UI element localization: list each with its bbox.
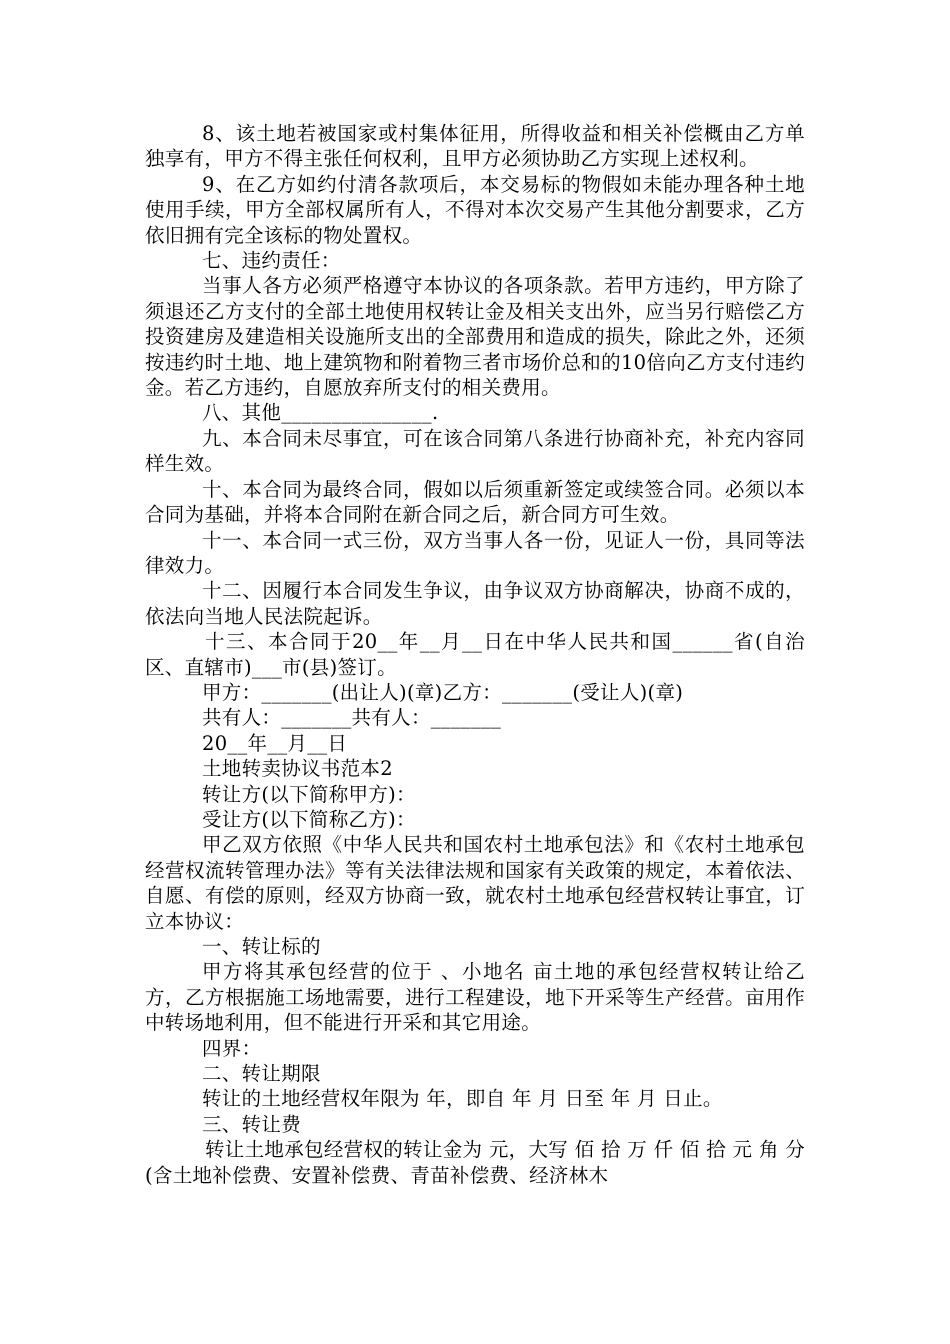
section-nine: 九、本合同未尽事宜，可在该合同第八条进行协商补充，补充内容同样生效。: [145, 426, 805, 476]
section-ten: 十、本合同为最终合同，假如以后须重新签定或续签合同。必须以本合同为基础，并将本合同附在新合同之后，新合同方可生效。: [145, 477, 805, 527]
section-one-heading: 一、转让标的: [202, 935, 321, 958]
section-three-heading: 三、转让费: [202, 1112, 302, 1136]
section-heading-breach: 七、违约责任：: [202, 249, 341, 273]
section-one-text: 甲方将其承包经营的位于 、小地名 亩土地的承包经营权转让给乙方，乙方根据施工场地需要，进行工程建设，地下开采等生产经营。亩用作中转场地利用，但不能进行开采和其它用途。: [145, 960, 805, 1035]
clause-8: 8、该土地若被国家或村集体征用，所得收益和相关补偿概由乙方单独享有，甲方不得主张任何权利，且甲方必须协助乙方实现上述权利。: [145, 122, 805, 171]
template-2-title: 土地转卖协议书范本2: [202, 757, 393, 781]
clause-9: 9、在乙方如约付清各款项后，本交易标的物假如未能办理各种土地使用手续，甲方全部权属所有人，不得对本次交易产生其他分割要求，乙方依旧拥有完全该标的物处置权。: [145, 172, 805, 247]
section-three-text: 转让土地承包经营权的转让金为 元，大写 佰 拾 万 仟 佰 拾 元 角 分(含土地补偿费、安置补偿费、青苗补偿费、经济林木: [145, 1138, 805, 1187]
transferor-line: 转让方(以下简称甲方)：: [202, 782, 416, 806]
section-two-heading: 二、转让期限: [202, 1062, 321, 1086]
section-other: 八、其他_______________.: [202, 401, 439, 425]
section-two-text: 转让的土地经营权年限为 年，即自 年 月 日至 年 月 日止。: [202, 1087, 723, 1111]
section-thirteen: 十三、本合同于20__年__月__日在中华人民共和国______省(自治区、直辖市)___市(县)签订。: [145, 630, 805, 679]
signature-parties: 甲方：_______(出让人)(章)乙方：_______(受让人)(章): [202, 680, 684, 704]
section-eleven: 十一、本合同一式三份，双方当事人各一份，见证人一份，具同等法律效力。: [145, 528, 805, 577]
transferee-line: 受让方(以下简称乙方)：: [202, 807, 416, 831]
preamble: 甲乙双方依照《中华人民共和国农村土地承包法》和《农村土地承包经营权流转管理办法》等有关法律法规和国家有关政策的规定，本着依法、自愿、有偿的原则，经双方协商一致，就农村土地承包经营权转让事宜，订立本协议：: [145, 833, 805, 933]
section-twelve: 十二、因履行本合同发生争议，由争议双方协商解决，协商不成的，依法向当地人民法院起诉。: [145, 579, 805, 628]
document-page: [145, 121, 805, 1188]
breach-liability-text: 当事人各方必须严格遵守本协议的各项条款。若甲方违约，甲方除了须退还乙方支付的全部土地使用权转让金及相关支出外，应当另行赔偿乙方投资建房及建造相关设施所支出的全部费用和造成的损失，除此之外，还须按违约时土地、地上建筑物和附着物三者市场价总和的10倍向乙方支付违约金。若乙方违约，自愿放弃所支付的相关费用。: [145, 274, 805, 400]
boundaries-line: 四界：: [202, 1036, 262, 1060]
signature-date: 20__年__月__日: [202, 731, 348, 755]
signature-co-owners: 共有人：_______共有人：_______: [202, 706, 502, 730]
